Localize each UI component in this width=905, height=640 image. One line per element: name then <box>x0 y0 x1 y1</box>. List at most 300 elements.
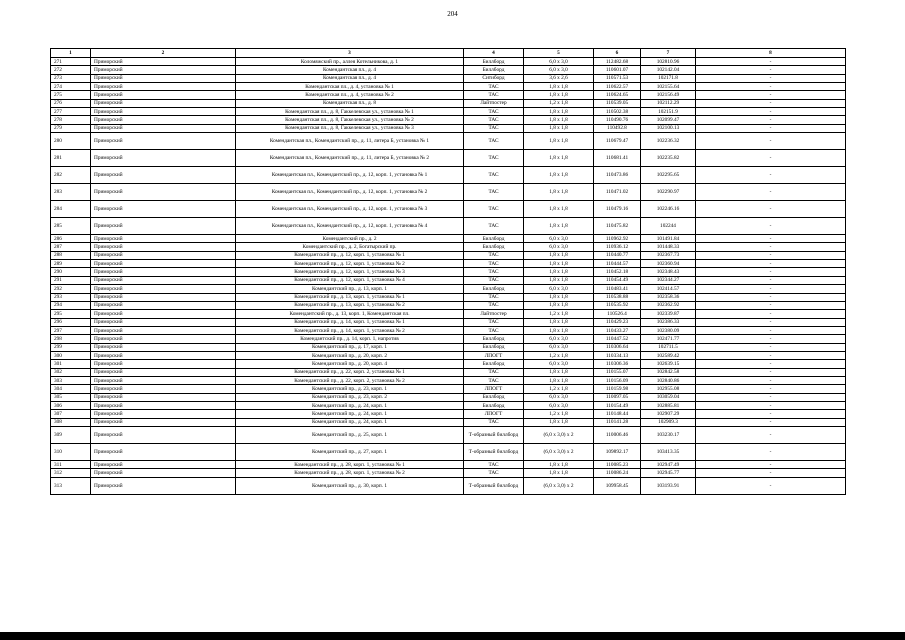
coord-x-cell: 110154.49 <box>594 401 641 409</box>
district-cell: Приморский <box>91 393 236 401</box>
address-cell: Комендантский пр., д. 20, корп. 2 <box>236 351 464 359</box>
column-header: 3 <box>236 49 464 58</box>
coord-y-cell: 102471.77 <box>641 335 696 343</box>
coord-y-cell: 102290.97 <box>641 184 696 201</box>
coord-y-cell: 103230.17 <box>641 427 696 444</box>
address-cell: Комендантская пл., Комендантский пр., д. 11, литера Б, установка № 2 <box>236 150 464 167</box>
type-cell: Т-образный биллборд <box>464 427 524 444</box>
district-cell: Приморский <box>91 58 236 66</box>
note-cell: - <box>696 184 846 201</box>
coord-y-cell: 102295.65 <box>641 167 696 184</box>
size-cell: 6,0 x 3,0 <box>524 360 594 368</box>
coord-x-cell: 110483.41 <box>594 285 641 293</box>
note-cell: - <box>696 335 846 343</box>
type-cell: ТАС <box>464 201 524 218</box>
note-cell: - <box>696 91 846 99</box>
coord-y-cell: 102840.86 <box>641 376 696 384</box>
type-cell: Биллборд <box>464 335 524 343</box>
address-cell: Комендантский пр., д. 12, корп. 1, установка № 4 <box>236 276 464 284</box>
size-cell: 1,8 x 1,8 <box>524 184 594 201</box>
coord-x-cell: 110141.28 <box>594 418 641 426</box>
address-cell: Комендантский пр., д. 13, корп. 1 <box>236 285 464 293</box>
row-number: 280 <box>51 133 91 150</box>
table-row <box>51 99 846 107</box>
type-cell: ТАС <box>464 293 524 301</box>
address-cell: Комендантский пр., д. 2, Богатырский пр. <box>236 243 464 251</box>
table-row <box>51 251 846 259</box>
coord-y-cell: 101448.33 <box>641 243 696 251</box>
size-cell: 6,0 x 3,0 <box>524 285 594 293</box>
row-number: 303 <box>51 376 91 384</box>
address-cell: Комендантский пр., д. 22, корп. 2, установка № 1 <box>236 368 464 376</box>
address-cell: Комендантская пл., Комендантский пр., д. 12, корп. 1, установка № 3 <box>236 201 464 218</box>
coord-y-cell: 102362.92 <box>641 301 696 309</box>
row-number: 302 <box>51 368 91 376</box>
coord-x-cell: 110447.52 <box>594 335 641 343</box>
district-cell: Приморский <box>91 376 236 384</box>
row-number: 295 <box>51 310 91 318</box>
row-number: 308 <box>51 418 91 426</box>
type-cell: ТАС <box>464 116 524 124</box>
district-cell: Приморский <box>91 418 236 426</box>
district-cell: Приморский <box>91 201 236 218</box>
size-cell: 6,0 x 3,0 <box>524 393 594 401</box>
size-cell: 1,8 x 1,8 <box>524 469 594 477</box>
district-cell: Приморский <box>91 469 236 477</box>
district-cell: Приморский <box>91 167 236 184</box>
district-cell: Приморский <box>91 285 236 293</box>
coord-y-cell: 102244 <box>641 218 696 235</box>
size-cell: 1,2 x 1,8 <box>524 99 594 107</box>
district-cell: Приморский <box>91 243 236 251</box>
coord-y-cell: 103413.35 <box>641 444 696 461</box>
type-cell: ТАС <box>464 376 524 384</box>
district-cell: Приморский <box>91 310 236 318</box>
table-row <box>51 310 846 318</box>
row-number: 282 <box>51 167 91 184</box>
coord-y-cell: 102100.13 <box>641 124 696 132</box>
coord-y-cell: 102344.27 <box>641 276 696 284</box>
coord-y-cell: 102348.43 <box>641 268 696 276</box>
size-cell: 1,8 x 1,8 <box>524 268 594 276</box>
row-number: 289 <box>51 260 91 268</box>
coord-y-cell: 102151.9 <box>641 108 696 116</box>
address-cell: Комендантский пр., д. 28, корп. 1, установка № 1 <box>236 461 464 469</box>
district-cell: Приморский <box>91 133 236 150</box>
coord-x-cell: 110526.4 <box>594 310 641 318</box>
address-cell: Комендантский пр., д. 20, корп. 4 <box>236 360 464 368</box>
table-row <box>51 201 846 218</box>
district-cell: Приморский <box>91 427 236 444</box>
coord-y-cell: 102885.81 <box>641 401 696 409</box>
column-header: 7 <box>641 49 696 58</box>
type-cell: ТАС <box>464 469 524 477</box>
table-row <box>51 293 846 301</box>
table-row <box>51 74 846 82</box>
address-cell: Комендантский пр., д. 28, корп. 1, установка № 2 <box>236 469 464 477</box>
type-cell: ТАС <box>464 167 524 184</box>
coord-y-cell: 102339.87 <box>641 310 696 318</box>
note-cell: - <box>696 66 846 74</box>
size-cell: 1,8 x 1,8 <box>524 201 594 218</box>
table-row <box>51 243 846 251</box>
size-cell: 1,8 x 1,8 <box>524 251 594 259</box>
row-number: 271 <box>51 58 91 66</box>
size-cell: 1,8 x 1,8 <box>524 167 594 184</box>
size-cell: (6,0 x 3,0) x 2 <box>524 477 594 494</box>
table-row <box>51 461 846 469</box>
district-cell: Приморский <box>91 268 236 276</box>
size-cell: (6,0 x 3,0) x 2 <box>524 427 594 444</box>
district-cell: Приморский <box>91 477 236 494</box>
coord-x-cell: 110086.24 <box>594 469 641 477</box>
note-cell: - <box>696 318 846 326</box>
coord-y-cell: 102358.36 <box>641 293 696 301</box>
district-cell: Приморский <box>91 74 236 82</box>
row-number: 299 <box>51 343 91 351</box>
address-cell: Комендантская пл., д. 8, Гаккелевская ул., установка № 1 <box>236 108 464 116</box>
size-cell: 6,0 x 3,0 <box>524 235 594 243</box>
row-number: 313 <box>51 477 91 494</box>
district-cell: Приморский <box>91 326 236 334</box>
row-number: 293 <box>51 293 91 301</box>
type-cell: Биллборд <box>464 285 524 293</box>
note-cell: - <box>696 243 846 251</box>
type-cell: ТАС <box>464 276 524 284</box>
row-number: 307 <box>51 410 91 418</box>
type-cell: Лайтпостер <box>464 99 524 107</box>
row-number: 274 <box>51 83 91 91</box>
address-cell: Комендантская пл., Комендантский пр., д. 12, корп. 1, установка № 1 <box>236 167 464 184</box>
type-cell: ТАС <box>464 150 524 167</box>
table-row <box>51 318 846 326</box>
district-cell: Приморский <box>91 276 236 284</box>
note-cell: - <box>696 310 846 318</box>
note-cell: - <box>696 393 846 401</box>
address-cell: Комендантский пр., д. 27, корп. 1 <box>236 444 464 461</box>
coord-y-cell: 102386.33 <box>641 318 696 326</box>
type-cell: ТАС <box>464 461 524 469</box>
size-cell: 1,2 x 1,8 <box>524 385 594 393</box>
note-cell: - <box>696 260 846 268</box>
coord-x-cell: 110681.41 <box>594 150 641 167</box>
column-header: 1 <box>51 49 91 58</box>
coord-y-cell: 102589.42 <box>641 351 696 359</box>
note-cell: - <box>696 410 846 418</box>
size-cell: 1,8 x 1,8 <box>524 133 594 150</box>
address-cell: Комендантский пр., д. 14, корп. 1, напротив <box>236 335 464 343</box>
district-cell: Приморский <box>91 83 236 91</box>
coord-y-cell: 102099.47 <box>641 116 696 124</box>
table-row <box>51 150 846 167</box>
coord-x-cell: 110502.38 <box>594 108 641 116</box>
table-row <box>51 393 846 401</box>
type-cell: ЛПОГТ <box>464 385 524 393</box>
row-number: 312 <box>51 469 91 477</box>
size-cell: 1,8 x 1,8 <box>524 218 594 235</box>
size-cell: 1,8 x 1,8 <box>524 108 594 116</box>
type-cell: ТАС <box>464 83 524 91</box>
district-cell: Приморский <box>91 318 236 326</box>
note-cell: - <box>696 167 846 184</box>
size-cell: 6,0 x 3,0 <box>524 335 594 343</box>
address-cell: Комендантский пр., д. 14, корп. 1, установка № 2 <box>236 326 464 334</box>
district-cell: Приморский <box>91 368 236 376</box>
coord-y-cell: 102246.16 <box>641 201 696 218</box>
coord-x-cell: 110538.88 <box>594 293 641 301</box>
table-row <box>51 184 846 201</box>
note-cell: - <box>696 469 846 477</box>
address-cell: Комендантская пл., Комендантский пр., д. 11, литера Б, установка № 1 <box>236 133 464 150</box>
note-cell: - <box>696 401 846 409</box>
coord-y-cell: 102842.58 <box>641 368 696 376</box>
district-cell: Приморский <box>91 66 236 74</box>
address-cell: Комендантская пл., д. 4 <box>236 74 464 82</box>
row-number: 286 <box>51 235 91 243</box>
type-cell: ТАС <box>464 418 524 426</box>
district-cell: Приморский <box>91 124 236 132</box>
row-number: 273 <box>51 74 91 82</box>
column-header: 2 <box>91 49 236 58</box>
table-row <box>51 326 846 334</box>
row-number: 306 <box>51 401 91 409</box>
address-cell: Комендантская пл., Комендантский пр., д. 12, корп. 1, установка № 2 <box>236 184 464 201</box>
row-number: 275 <box>51 91 91 99</box>
coord-x-cell: 110571.53 <box>594 74 641 82</box>
coord-x-cell: 110429.23 <box>594 318 641 326</box>
note-cell: - <box>696 343 846 351</box>
size-cell: 1,2 x 1,8 <box>524 310 594 318</box>
coord-y-cell: 102955.08 <box>641 385 696 393</box>
row-number: 284 <box>51 201 91 218</box>
coord-y-cell: 102380.09 <box>641 326 696 334</box>
type-cell: Биллборд <box>464 66 524 74</box>
coord-y-cell: 102810.96 <box>641 58 696 66</box>
address-cell: Комендантская пл., д. 8 <box>236 99 464 107</box>
row-number: 276 <box>51 99 91 107</box>
district-cell: Приморский <box>91 99 236 107</box>
note-cell: - <box>696 301 846 309</box>
table-row <box>51 418 846 426</box>
district-cell: Приморский <box>91 150 236 167</box>
column-header: 8 <box>696 49 846 58</box>
table-row <box>51 218 846 235</box>
district-cell: Приморский <box>91 251 236 259</box>
table-row <box>51 368 846 376</box>
row-number: 311 <box>51 461 91 469</box>
column-header: 6 <box>594 49 641 58</box>
coord-x-cell: 110535.92 <box>594 301 641 309</box>
address-cell: Комендантский пр., д. 24, корп. 1 <box>236 418 464 426</box>
coord-x-cell: 110159.98 <box>594 385 641 393</box>
note-cell: - <box>696 360 846 368</box>
coord-y-cell: 102155.64 <box>641 83 696 91</box>
size-cell: 1,8 x 1,8 <box>524 461 594 469</box>
note-cell: - <box>696 150 846 167</box>
address-cell: Комендантская пл., д. 4, установка № 2 <box>236 91 464 99</box>
size-cell: 6,0 x 3,0 <box>524 58 594 66</box>
table-row <box>51 285 846 293</box>
note-cell: - <box>696 83 846 91</box>
type-cell: Биллборд <box>464 235 524 243</box>
row-number: 292 <box>51 285 91 293</box>
coord-y-cell: 102947.49 <box>641 461 696 469</box>
type-cell: Биллборд <box>464 393 524 401</box>
address-cell: Комендантский пр., д. 12, корп. 1, установка № 1 <box>236 251 464 259</box>
coord-x-cell: 110479.16 <box>594 201 641 218</box>
table-row <box>51 133 846 150</box>
row-number: 290 <box>51 268 91 276</box>
coord-y-cell: 102112.29 <box>641 99 696 107</box>
size-cell: 6,0 x 3,0 <box>524 401 594 409</box>
table-row <box>51 410 846 418</box>
table-row <box>51 360 846 368</box>
note-cell: - <box>696 444 846 461</box>
size-cell: 6,0 x 3,0 <box>524 66 594 74</box>
size-cell: 1,2 x 1,8 <box>524 351 594 359</box>
coord-x-cell: 109892.17 <box>594 444 641 461</box>
type-cell: ТАС <box>464 218 524 235</box>
type-cell: ТАС <box>464 368 524 376</box>
note-cell: - <box>696 461 846 469</box>
table-row <box>51 477 846 494</box>
district-cell: Приморский <box>91 91 236 99</box>
table-body <box>51 58 846 495</box>
district-cell: Приморский <box>91 351 236 359</box>
address-cell: Комендантский пр., д. 13, корп. 1, установка № 2 <box>236 301 464 309</box>
note-cell: - <box>696 58 846 66</box>
size-cell: 1,2 x 1,8 <box>524 410 594 418</box>
coord-y-cell: 102907.29 <box>641 410 696 418</box>
coord-y-cell: 102142.04 <box>641 66 696 74</box>
address-cell: Комендантский пр., д. 23, корп. 1 <box>236 385 464 393</box>
type-cell: Лайтпостер <box>464 310 524 318</box>
size-cell: 1,8 x 1,8 <box>524 376 594 384</box>
register-table <box>50 48 846 495</box>
coord-y-cell: 102414.57 <box>641 285 696 293</box>
size-cell: 1,8 x 1,8 <box>524 124 594 132</box>
size-cell: 1,8 x 1,8 <box>524 418 594 426</box>
note-cell: - <box>696 201 846 218</box>
address-cell: Комендантский пр., д. 13, корп. 1, установка № 1 <box>236 293 464 301</box>
district-cell: Приморский <box>91 116 236 124</box>
note-cell: - <box>696 418 846 426</box>
note-cell: - <box>696 477 846 494</box>
address-cell: Коломяжский пр., аллея Котельникова, д. 1 <box>236 58 464 66</box>
table-row <box>51 66 846 74</box>
type-cell: Биллборд <box>464 58 524 66</box>
size-cell: 1,8 x 1,8 <box>524 150 594 167</box>
district-cell: Приморский <box>91 410 236 418</box>
note-cell: - <box>696 251 846 259</box>
table-row <box>51 385 846 393</box>
column-header: 5 <box>524 49 594 58</box>
row-number: 300 <box>51 351 91 359</box>
table-row <box>51 301 846 309</box>
note-cell: - <box>696 116 846 124</box>
address-cell: Комендантская пл., Комендантский пр., д. 12, корп. 1, установка № 4 <box>236 218 464 235</box>
district-cell: Приморский <box>91 218 236 235</box>
coord-x-cell: 110624.65 <box>594 91 641 99</box>
type-cell: Биллборд <box>464 243 524 251</box>
address-cell: Комендантский пр., д. 17, корп. 1 <box>236 343 464 351</box>
note-cell: - <box>696 108 846 116</box>
size-cell: 1,8 x 1,8 <box>524 260 594 268</box>
row-number: 285 <box>51 218 91 235</box>
address-cell: Комендантская пл., д. 4 <box>236 66 464 74</box>
coord-y-cell: 101491.84 <box>641 235 696 243</box>
address-cell: Комендантский пр., д. 2 <box>236 235 464 243</box>
row-number: 287 <box>51 243 91 251</box>
coord-y-cell: 102171.8 <box>641 74 696 82</box>
coord-y-cell: 102156.49 <box>641 91 696 99</box>
coord-x-cell: 110155.07 <box>594 368 641 376</box>
note-cell: - <box>696 133 846 150</box>
table-row <box>51 351 846 359</box>
note-cell: - <box>696 385 846 393</box>
table-row <box>51 58 846 66</box>
table-row <box>51 335 846 343</box>
address-cell: Комендантский пр., д. 24, корп. 1 <box>236 401 464 409</box>
type-cell: ТАС <box>464 318 524 326</box>
size-cell: (6,0 x 3,0) x 2 <box>524 444 594 461</box>
type-cell: Биллборд <box>464 343 524 351</box>
address-cell: Комендантский пр., д. 14, корп. 1, установка № 1 <box>236 318 464 326</box>
district-cell: Приморский <box>91 343 236 351</box>
coord-x-cell: 110097.05 <box>594 393 641 401</box>
row-number: 305 <box>51 393 91 401</box>
district-cell: Приморский <box>91 235 236 243</box>
table-row <box>51 235 846 243</box>
type-cell: ТАС <box>464 301 524 309</box>
row-number: 272 <box>51 66 91 74</box>
note-cell: - <box>696 368 846 376</box>
coord-x-cell: 110622.57 <box>594 83 641 91</box>
size-cell: 1,8 x 1,8 <box>524 318 594 326</box>
note-cell: - <box>696 285 846 293</box>
coord-x-cell: 110539.05 <box>594 99 641 107</box>
coord-x-cell: 110962.92 <box>594 235 641 243</box>
coord-y-cell: 103193.91 <box>641 477 696 494</box>
row-number: 291 <box>51 276 91 284</box>
table-row <box>51 268 846 276</box>
coord-y-cell: 102639.15 <box>641 360 696 368</box>
coord-x-cell: 110444.57 <box>594 260 641 268</box>
coord-x-cell: 110306.36 <box>594 360 641 368</box>
coord-x-cell: 110473.86 <box>594 167 641 184</box>
type-cell: Т-образный биллборд <box>464 444 524 461</box>
district-cell: Приморский <box>91 461 236 469</box>
address-cell: Комендантский пр., д. 23, корп. 2 <box>236 393 464 401</box>
row-number: 304 <box>51 385 91 393</box>
coord-y-cell: 102367.73 <box>641 251 696 259</box>
row-number: 283 <box>51 184 91 201</box>
note-cell: - <box>696 235 846 243</box>
coord-x-cell: 110679.47 <box>594 133 641 150</box>
table-row <box>51 444 846 461</box>
address-cell: Комендантская пл., д. 8, Гаккелевская ул., установка № 2 <box>236 116 464 124</box>
coord-x-cell: 110148.44 <box>594 410 641 418</box>
type-cell: ТАС <box>464 91 524 99</box>
note-cell: - <box>696 326 846 334</box>
type-cell: Биллборд <box>464 360 524 368</box>
size-cell: 1,8 x 1,8 <box>524 276 594 284</box>
note-cell: - <box>696 293 846 301</box>
size-cell: 1,8 x 1,8 <box>524 83 594 91</box>
table-row <box>51 376 846 384</box>
coord-x-cell: 110601.07 <box>594 66 641 74</box>
size-cell: 6,0 x 3,0 <box>524 343 594 351</box>
